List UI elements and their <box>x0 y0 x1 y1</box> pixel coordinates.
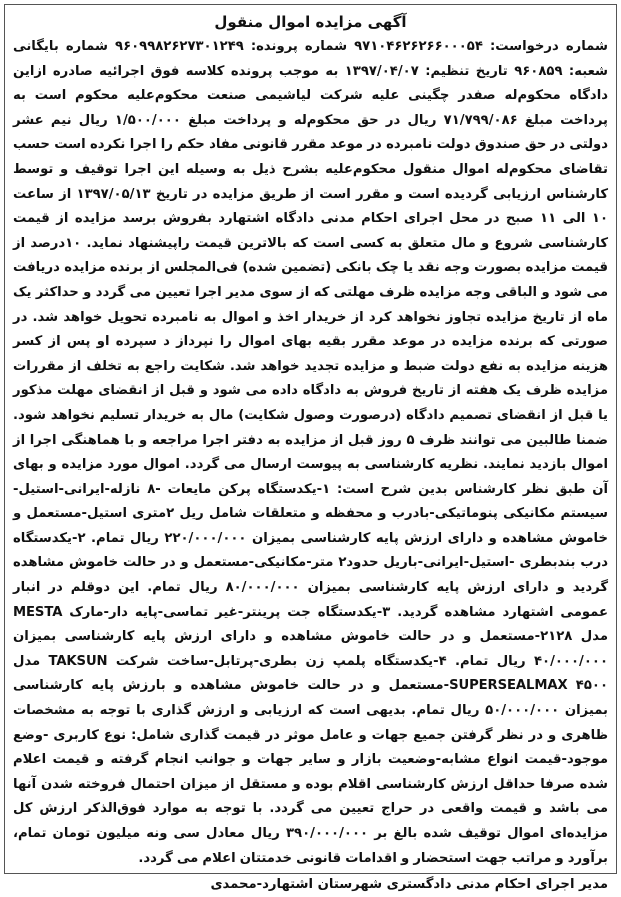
notice-title: آگهی مزایده اموال منقول <box>214 13 407 31</box>
notice-signature: مدیر اجرای احکام مدنی دادگستری شهرستان اشتهارد-محمدی <box>210 877 608 893</box>
notice-frame <box>4 4 617 893</box>
notice-body: شماره درخواست: ۹۷۱۰۴۶۲۶۲۶۶۰۰۰۵۴ شماره پرونده: ۹۶۰۹۹۸۲۶۲۷۳۰۱۲۴۹ شماره بایگانی شعبه: ۹۶۰۸۵۹ تاریخ تنظیم: ۱۳۹۷/۰۴/۰۷ به موجب پرونده کلاسه فوق اجرائیه صادره ازاین دادگاه محکوم‌له صفدر چگینی علیه شرکت لیاشیمی صنعت محکوم‌علیه محکوم است به پرداخت مبلغ ۷۱/۷۹۹/۰۸۶ ریال در حق محکوم‌له و پرداخت مبلغ ۱/۵۰۰/۰۰۰ ریال نیم عشر دولتی در حق صندوق دولت نامبرده در موعد مقرر قانونی مفاد حکم را اجرا نکرده است حسب تقاضای محکوم‌له اموال منقول محکوم‌علیه بشرح ذیل به وسیله این اجرا توقیف و توسط کارشناس ارزیابی گردیده است و مقرر است از طریق مزایده در تاریخ ۱۳۹۷/۰۵/۱۳ از ساعت ۱۰ الی ۱۱ صبح در محل اجرای احکام مدنی دادگاه اشتهارد بفروش برسد مزایده از قیمت کارشناسی شروع و مال متعلق به کسی است که بالاترین قیمت راپیشنهاد نماید. ۱۰درصد از قیمت مزایده بصورت وجه نقد یا چک بانکی (تضمین شده) فی‌المجلس از برنده مزایده دریافت می شود و الباقی وجه مزایده ظرف مهلتی که از سوی مدیر اجرا تعیین می گردد و حداکثر یک ماه از تاریخ مزایده تجاوز نخواهد کرد از خریدار اخذ و اموال به نامبرده تحویل خواهد شد. در صورتی که برنده مزایده در موعد مقرر بقیه بهای اموال را نپرداز د سپرده او پس از کسر هزینه مزایده به نفع دولت ضبط و مزایده تجدید خواهد شد. شکایت راجع به تخلف از مقررات مزایده ظرف یک هفته از تاریخ فروش به دادگاه داده می شود و قبل از انقضای مهلت مذکور یا قبل از انقضای تصمیم دادگاه (درصورت وصول شکایت) مال به خریدار تسلیم نخواهد شود. ضمنا طالبین می توانند ظرف ۵ روز قبل از مزایده به دفتر اجرا مراجعه و با هماهنگی اجرا از اموال بازدید نمایند. نظریه کارشناسی به پیوست ارسال می گردد. اموال مورد مزایده و بهای آن طبق نظر کارشناس بدین شرح است: ۱-یکدستگاه پرکن مایعات -۸ نازله-ایرانی-استیل-سیستم مکانیکی پنوماتیکی-بادرب و محفظه و متعلقات شامل ریل ۲متری استیل-مستعمل و خاموش مشاهده و دارای ارزش پایه کارشناسی بمیزان ۲۲۰/۰۰۰/۰۰۰ ریال تمام. ۲-یکدستگاه درب بندبطری -استیل-ایرانی-باریل حدود۲ متر-مکانیکی-مستعمل و در حالت خاموش مشاهده گردید و دارای ارزش پایه کارشناسی بمیزان ۸۰/۰۰۰/۰۰۰ ریال تمام. این دوقلم در انبار عمومی اشتهارد مشاهده گردید. ۳-یکدستگاه جت پرینتر-غیر تماسی-پایه دار-مارک MESTA مدل ۲۱۲۸-مستعمل و در حالت خاموش مشاهده و دارای ارزش پایه کارشناسی بمیزان ۴۰/۰۰۰/۰۰۰ ریال تمام. ۴-یکدستگاه پلمپ زن بطری-پرتابل-ساخت شرکت TAKSUN مدل SUPERSEALMAX ۴۵۰۰-مستعمل و در حالت خاموش مشاهده و بارزش پایه کارشناسی بمیزان ۵۰/۰۰۰/۰۰۰ ریال تمام. بدیهی است که ارزیابی و ارزش گذاری با توجه به مشخصات ظاهری و در نظر گرفتن جمیع جهات و عامل موثر در قیمت گذاری شامل: نوع کاربری -وضع موجود-قیمت انواع مشابه-وضعیت بازار و سایر جهات و جوانب انجام گرفته و قیمت اعلام شده صرفا حداقل ارزش کارشناسی اقلام بوده و مستقل از میزان احتمال فروخته شدن آنها می باشد و قیمت واقعی در حراج تعیین می گردد. با توجه به موارد فوق‌الذکر ارزش کل مزایده‌ای اموال توقیف شده بالغ بر ۳۹۰/۰۰۰/۰۰۰ ریال معادل سی ونه میلیون تومان تمام، برآورد و مراتب جهت استحضار و اقدامات قانونی خدمتتان اعلام می گردد. <box>13 39 609 866</box>
